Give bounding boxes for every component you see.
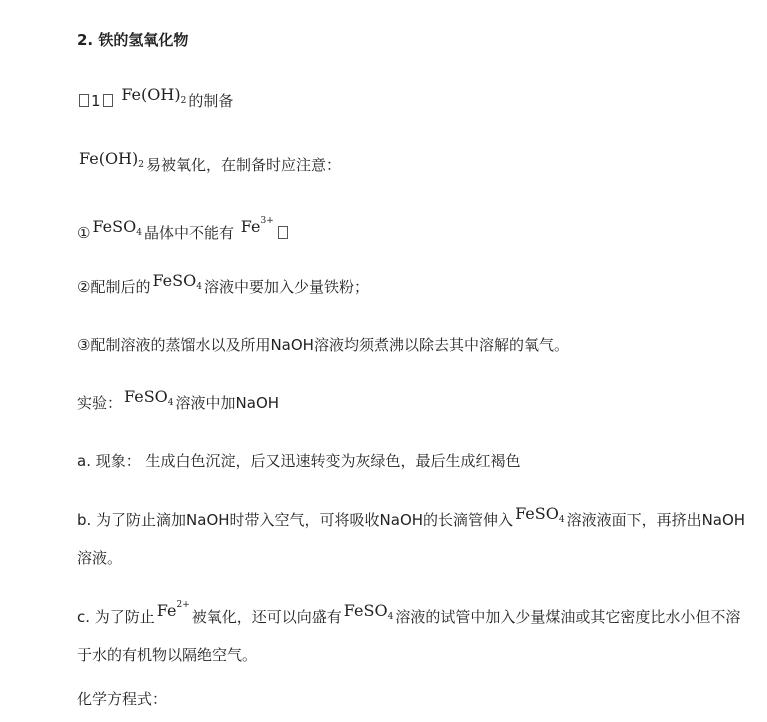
formula-fe-oh-2: $Fe(OH)_2$	[121, 85, 187, 106]
formula-feso4: FeSO$_4$	[152, 271, 202, 292]
missing-glyph-icon	[79, 94, 89, 107]
missing-glyph-icon	[103, 94, 113, 107]
experiment-label: 实验：	[77, 394, 123, 412]
missing-glyph-icon	[278, 226, 288, 239]
note-text: 晶体中不能有	[143, 224, 234, 242]
experiment-text: 溶液中加NaOH	[175, 394, 280, 412]
formula-feso4: FeSO$_4$	[124, 387, 174, 408]
subsection-suffix: 的制备	[188, 92, 234, 110]
subsection-title	[77, 85, 234, 117]
experiment-line	[77, 387, 280, 419]
note-marker: ②配制后的	[77, 278, 151, 296]
intro-text: 易被氧化，在制备时应注意：	[145, 156, 341, 174]
item-c: c. 为了防止 $Fe^{2+}$被氧化，还可以向盛有 FeSO$_4$ 溶液的试管中加入少量煤油或其它密度比水小但不溶于水的有机物以隔绝空气。	[77, 600, 741, 664]
note-3: ③配制溶液的蒸馏水以及所用NaOH溶液均须煮沸以除去其中溶解的氧气。	[77, 336, 569, 354]
formula-feso4: FeSO$_4$	[92, 217, 142, 238]
section-heading: 2. 铁的氢氧化物	[77, 31, 189, 49]
subsection-number: 1	[91, 92, 101, 110]
intro-line	[77, 149, 341, 181]
note-2	[77, 271, 369, 303]
note-marker: ①	[77, 224, 91, 242]
item-b: b. 为了防止滴加NaOH时带入空气，可将吸收NaOH的长滴管伸入 FeSO$_4$ 溶液液面下，再挤出NaOH溶液。	[77, 504, 746, 567]
formula-feso4: FeSO$_4$	[515, 504, 565, 525]
formula-fe-oh-2: $Fe(OH)_2$	[79, 149, 144, 170]
item-a: a. 现象： 生成白色沉淀，后又迅速转变为灰绿色，最后生成红褐色	[77, 452, 521, 470]
note-text: 溶液中要加入少量铁粉；	[203, 278, 369, 296]
ion-fe3: $Fe^{3+}$	[240, 216, 274, 236]
note-1	[77, 217, 290, 249]
formula-feso4: FeSO$_4$	[343, 601, 394, 622]
equation-label: 化学方程式：	[77, 690, 168, 708]
ion-fe2: $Fe^{2+}$	[156, 600, 190, 620]
